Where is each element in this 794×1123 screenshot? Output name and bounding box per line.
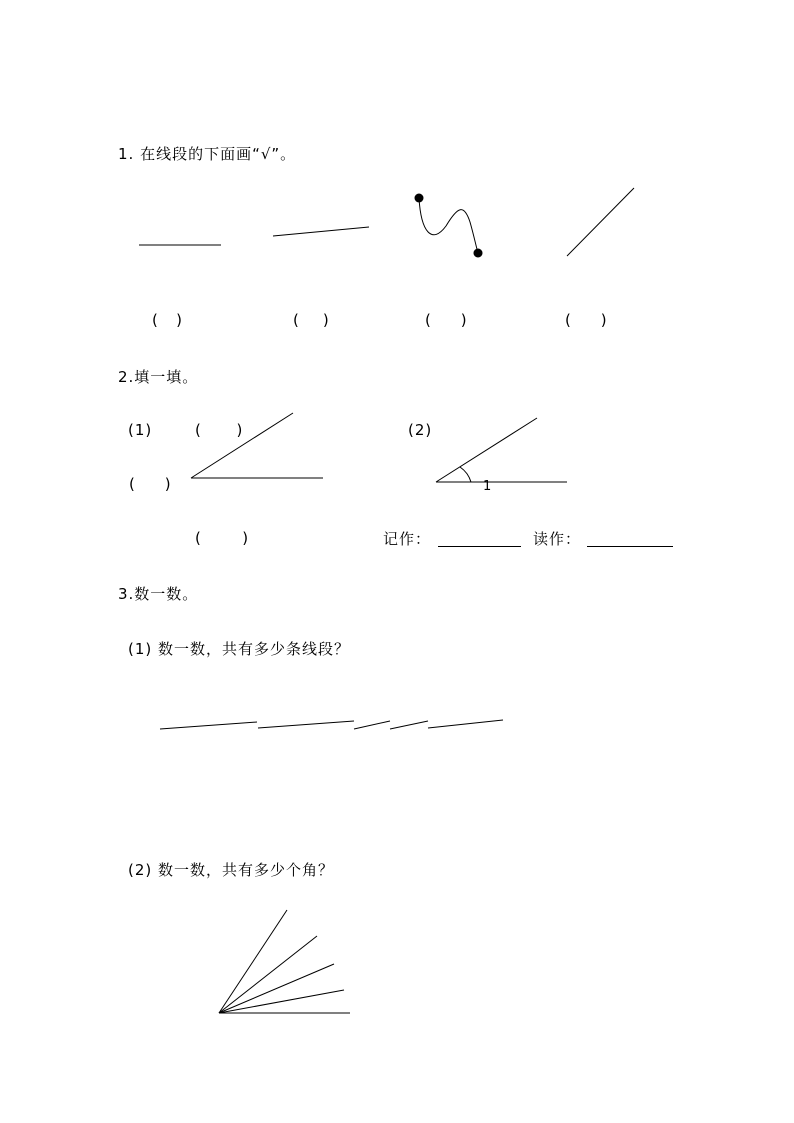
q1-ray-line (567, 188, 634, 256)
q3-segment-a (160, 722, 257, 729)
q2-write-label: 记作： (383, 530, 432, 548)
q1-curve (419, 198, 478, 253)
q2-part1-bottom-blank[interactable]: ( ) (195, 529, 250, 547)
q2-part1-label: (1) (128, 421, 153, 439)
q2-angle2-ray-upper (436, 418, 537, 482)
q2-read-answer-line[interactable] (587, 546, 673, 547)
q3-segment-e (428, 720, 503, 728)
q1-answer-blank-4[interactable]: ( ) (565, 311, 608, 329)
q1-answer-blank-3[interactable]: ( ) (425, 311, 468, 329)
q1-curve-endpoint-start (415, 194, 424, 203)
q1-curve-endpoint-end (474, 249, 483, 258)
q3-segment-b (258, 721, 354, 728)
q1-answer-blank-1[interactable]: ( ) (152, 311, 184, 329)
q3-fan-ray-4 (219, 990, 344, 1013)
q2-title: 2.填一填。 (118, 368, 199, 386)
q3-fan-ray-2 (219, 936, 317, 1013)
q1-answer-blank-2[interactable]: ( ) (293, 311, 330, 329)
q1-segment-slanted (273, 227, 369, 236)
q1-title: 1. 在线段的下面画“√”。 (118, 145, 297, 163)
q2-read-label: 读作： (533, 530, 582, 548)
q2-part1-left-blank[interactable]: ( ) (129, 475, 172, 493)
q3-fan-ray-1 (219, 910, 287, 1013)
q2-write-answer-line[interactable] (438, 546, 521, 547)
q3-part2-question: (2) 数一数，共有多少个角？ (128, 861, 335, 879)
q3-fan-ray-3 (219, 964, 334, 1013)
q3-segment-d (390, 721, 428, 729)
q2-angle-mark: 1 (483, 479, 493, 494)
q2-angle2-arc (460, 467, 471, 482)
q3-segment-c (354, 721, 390, 729)
q3-part1-question: (1) 数一数，共有多少条线段？ (128, 640, 351, 658)
q3-title: 3.数一数。 (118, 585, 199, 603)
q2-part2-label: (2) (408, 421, 433, 439)
q2-part1-top-blank[interactable]: ( ) (195, 421, 244, 439)
